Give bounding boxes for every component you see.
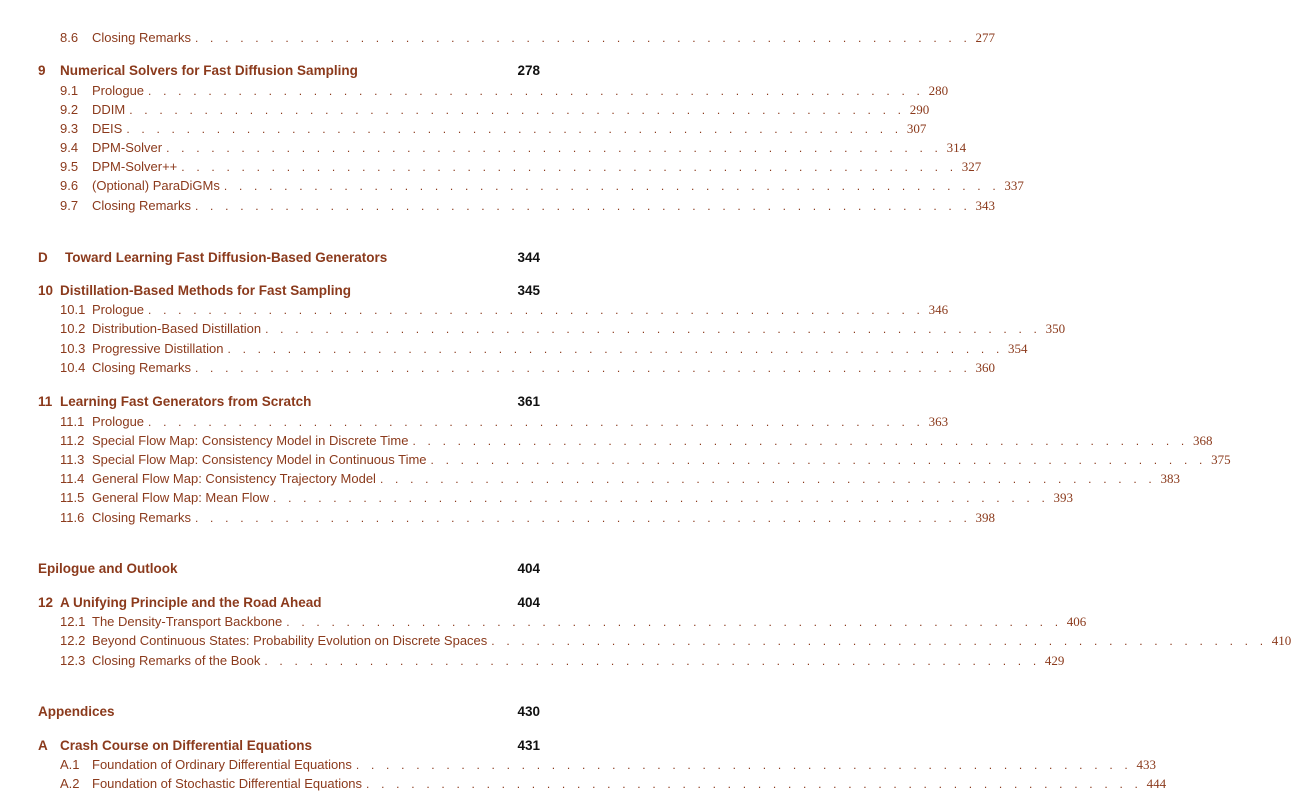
toc-section-entry[interactable] [60, 633, 1291, 653]
dot-leader: . . . . . . . . . . . . . . . . . . . . . . . . . . . . . . . . . . . . . . . . . . . . . . . . . . . . [264, 654, 1041, 668]
page-number: 277 [975, 30, 995, 45]
part-letter: D [38, 250, 48, 265]
dot-leader: . . . . . . . . . . . . . . . . . . . . . . . . . . . . . . . . . . . . . . . . . . . . . . . . . . . . [126, 122, 903, 136]
page-number: 398 [975, 510, 995, 525]
toc-chapter-entry[interactable] [38, 394, 540, 414]
dot-leader: . . . . . . . . . . . . . . . . . . . . . . . . . . . . . . . . . . . . . . . . . . . . . . . . . . . . [430, 453, 1207, 467]
toc-chapter-entry[interactable] [38, 738, 540, 758]
page-number: 280 [928, 83, 949, 98]
section-title: General Flow Map: Mean Flow [92, 490, 270, 505]
page-number: 337 [1004, 178, 1024, 193]
chapter-number: 10 [38, 283, 54, 298]
page-number: 350 [1045, 321, 1066, 336]
section-number: 9.7 [60, 198, 79, 213]
toc-section-entry[interactable] [60, 776, 1167, 796]
page-number: 278 [517, 63, 540, 78]
toc-section-entry[interactable] [60, 614, 1087, 634]
chapter-title: Crash Course on Differential Equations [60, 738, 313, 753]
page-number: 307 [906, 121, 927, 136]
dot-leader: . . . . . . . . . . . . . . . . . . . . . . . . . . . . . . . . . . . . . . . . . . . . . . . . . . . . [148, 303, 925, 317]
dot-leader: . . . . . . . . . . . . . . . . . . . . . . . . . . . . . . . . . . . . . . . . . . . . . . . . . . . . [194, 511, 971, 525]
toc-section-entry[interactable] [60, 360, 995, 380]
dot-leader: . . . . . . . . . . . . . . . . . . . . . . . . . . . . . . . . . . . . . . . . . . . . . . . . . . . . [286, 615, 1063, 629]
chapter-number: A [38, 738, 48, 753]
dot-leader: . . . . . . . . . . . . . . . . . . . . . . . . . . . . . . . . . . . . . . . . . . . . . . . . . . . . [194, 361, 971, 375]
dot-leader: . . . . . . . . . . . . . . . . . . . . . . . . . . . . . . . . . . . . . . . . . . . . . . . . . . . . [129, 103, 906, 117]
chapter-title: Learning Fast Generators from Scratch [60, 394, 312, 409]
page-number: 344 [517, 250, 540, 265]
section-title: Distribution-Based Distillation [92, 321, 262, 336]
toc-section-entry[interactable] [60, 83, 949, 103]
page-number: 375 [1211, 452, 1231, 467]
page-number: 327 [961, 159, 982, 174]
dot-leader: . . . . . . . . . . . . . . . . . . . . . . . . . . . . . . . . . . . . . . . . . . . . . . . . . . . . [379, 472, 1156, 486]
section-number: 10.4 [60, 360, 86, 375]
page-number: 345 [517, 283, 540, 298]
dot-leader: . . . . . . . . . . . . . . . . . . . . . . . . . . . . . . . . . . . . . . . . . . . . . . . . . . . . [148, 84, 925, 98]
section-title: DPM-Solver++ [92, 159, 178, 174]
section-number: 11.2 [60, 433, 85, 448]
toc-section-entry[interactable] [60, 30, 995, 50]
section-title: General Flow Map: Consistency Trajectory Model [92, 471, 376, 486]
section-title: Foundation of Ordinary Differential Equations [92, 757, 352, 772]
toc-chapter-entry[interactable] [38, 595, 540, 615]
section-title: Prologue [92, 414, 145, 429]
section-title: DPM-Solver [92, 140, 163, 155]
section-title: The Density-Transport Backbone [92, 614, 283, 629]
page-number: 431 [517, 738, 540, 753]
toc-section-entry[interactable] [60, 121, 927, 141]
page-number: 433 [1136, 757, 1156, 772]
section-title: Foundation of Stochastic Differential Equations [92, 776, 363, 791]
toc-section-entry[interactable] [60, 198, 995, 218]
section-number: 11.6 [60, 510, 85, 525]
toc-section-entry[interactable] [60, 159, 982, 179]
page-number: 290 [909, 102, 930, 117]
section-title: DEIS [92, 121, 123, 136]
toc-section-entry[interactable] [60, 510, 995, 530]
section-title: Beyond Continuous States: Probability Evolution on Discrete Spaces [92, 633, 488, 648]
toc-section-entry[interactable] [60, 452, 1231, 472]
section-number: 11.1 [60, 414, 85, 429]
page-number: 343 [975, 198, 995, 213]
part-title: Toward Learning Fast Diffusion-Based Generators [65, 250, 388, 265]
toc-section-entry[interactable] [60, 653, 1065, 673]
section-number: 9.3 [60, 121, 79, 136]
dot-leader: . . . . . . . . . . . . . . . . . . . . . . . . . . . . . . . . . . . . . . . . . . . . . . . . . . . . [194, 199, 971, 213]
section-title: Closing Remarks [92, 360, 191, 375]
toc-part-entry[interactable] [38, 250, 540, 270]
dot-leader: . . . . . . . . . . . . . . . . . . . . . . . . . . . . . . . . . . . . . . . . . . . . . . . . . . . . [265, 322, 1042, 336]
toc-chapter-entry[interactable] [38, 63, 540, 83]
page-number: 368 [1192, 433, 1213, 448]
page-number: 444 [1146, 776, 1167, 791]
dot-leader: . . . . . . . . . . . . . . . . . . . . . . . . . . . . . . . . . . . . . . . . . . . . . . . . . . . . [181, 160, 958, 174]
page-number: 346 [928, 302, 949, 317]
part-title: Appendices [38, 704, 115, 719]
section-number: 9.2 [60, 102, 79, 117]
section-number: 9.1 [60, 83, 79, 98]
dot-leader: . . . . . . . . . . . . . . . . . . . . . . . . . . . . . . . . . . . . . . . . . . . . . . . . . . . . [148, 415, 925, 429]
section-title: Special Flow Map: Consistency Model in Discrete Time [92, 433, 409, 448]
section-title: Prologue [92, 83, 145, 98]
dot-leader: . . . . . . . . . . . . . . . . . . . . . . . . . . . . . . . . . . . . . . . . . . . . . . . . . . . . [366, 777, 1143, 791]
page-number: 404 [517, 561, 540, 576]
toc-section-entry[interactable] [60, 341, 1028, 361]
section-number: 11.3 [60, 452, 85, 467]
section-number: 11.4 [60, 471, 85, 486]
section-number: A.1 [60, 757, 80, 772]
page-number: 393 [1053, 490, 1074, 505]
section-title: Special Flow Map: Consistency Model in Continuous Time [92, 452, 427, 467]
chapter-title: A Unifying Principle and the Road Ahead [60, 595, 322, 610]
page-number: 430 [517, 704, 540, 719]
section-title: Closing Remarks [92, 198, 191, 213]
section-number: 12.3 [60, 653, 86, 668]
section-number: 9.6 [60, 178, 79, 193]
page-number: 363 [928, 414, 949, 429]
section-title: Prologue [92, 302, 145, 317]
dot-leader: . . . . . . . . . . . . . . . . . . . . . . . . . . . . . . . . . . . . . . . . . . . . . . . . . . . . [491, 634, 1268, 648]
page-number: 354 [1008, 341, 1028, 356]
section-title: Closing Remarks [92, 30, 191, 45]
toc-section-entry[interactable] [60, 490, 1074, 510]
toc-part-entry[interactable] [38, 561, 540, 581]
toc-section-entry[interactable] [60, 757, 1156, 777]
page-number: 360 [975, 360, 995, 375]
page-number: 410 [1271, 633, 1291, 648]
section-number: 10.3 [60, 341, 86, 356]
section-number: 9.5 [60, 159, 79, 174]
section-title: Progressive Distillation [92, 341, 224, 356]
toc-section-entry[interactable] [60, 433, 1213, 453]
section-number: 8.6 [60, 30, 79, 45]
page-number: 404 [517, 595, 540, 610]
dot-leader: . . . . . . . . . . . . . . . . . . . . . . . . . . . . . . . . . . . . . . . . . . . . . . . . . . . . [223, 179, 1000, 193]
part-title: Epilogue and Outlook [38, 561, 178, 576]
dot-leader: . . . . . . . . . . . . . . . . . . . . . . . . . . . . . . . . . . . . . . . . . . . . . . . . . . . . [166, 141, 943, 155]
toc-section-entry[interactable] [60, 140, 967, 160]
chapter-number: 12 [38, 595, 54, 610]
section-number: 12.2 [60, 633, 86, 648]
toc-section-entry[interactable] [60, 302, 949, 322]
page-number: 406 [1066, 614, 1087, 629]
section-number: A.2 [60, 776, 80, 791]
chapter-number: 11 [38, 394, 53, 409]
toc-section-entry[interactable] [60, 414, 949, 434]
toc-chapter-entry[interactable] [38, 283, 540, 303]
page-number: 383 [1160, 471, 1180, 486]
chapter-number: 9 [38, 63, 46, 78]
toc-part-entry[interactable] [38, 704, 540, 724]
dot-leader: . . . . . . . . . . . . . . . . . . . . . . . . . . . . . . . . . . . . . . . . . . . . . . . . . . . . [273, 491, 1050, 505]
chapter-title: Distillation-Based Methods for Fast Sampling [60, 283, 352, 298]
toc-section-entry[interactable] [60, 178, 1024, 198]
section-title: (Optional) ParaDiGMs [92, 178, 220, 193]
dot-leader: . . . . . . . . . . . . . . . . . . . . . . . . . . . . . . . . . . . . . . . . . . . . . . . . . . . . [227, 342, 1004, 356]
dot-leader: . . . . . . . . . . . . . . . . . . . . . . . . . . . . . . . . . . . . . . . . . . . . . . . . . . . . [412, 434, 1189, 448]
page-number: 314 [946, 140, 967, 155]
section-number: 11.5 [60, 490, 85, 505]
section-title: DDIM [92, 102, 126, 117]
chapter-title: Numerical Solvers for Fast Diffusion Sampling [60, 63, 358, 78]
dot-leader: . . . . . . . . . . . . . . . . . . . . . . . . . . . . . . . . . . . . . . . . . . . . . . . . . . . . [194, 31, 971, 45]
section-title: Closing Remarks of the Book [92, 653, 261, 668]
section-title: Closing Remarks [92, 510, 191, 525]
page-number: 429 [1044, 653, 1065, 668]
section-number: 10.2 [60, 321, 86, 336]
section-number: 12.1 [60, 614, 86, 629]
toc-section-entry[interactable] [60, 321, 1066, 341]
dot-leader: . . . . . . . . . . . . . . . . . . . . . . . . . . . . . . . . . . . . . . . . . . . . . . . . . . . . [355, 758, 1132, 772]
section-number: 9.4 [60, 140, 79, 155]
page-number: 361 [517, 394, 540, 409]
toc-section-entry[interactable] [60, 471, 1180, 491]
section-number: 10.1 [60, 302, 86, 317]
toc-section-entry[interactable] [60, 102, 930, 122]
